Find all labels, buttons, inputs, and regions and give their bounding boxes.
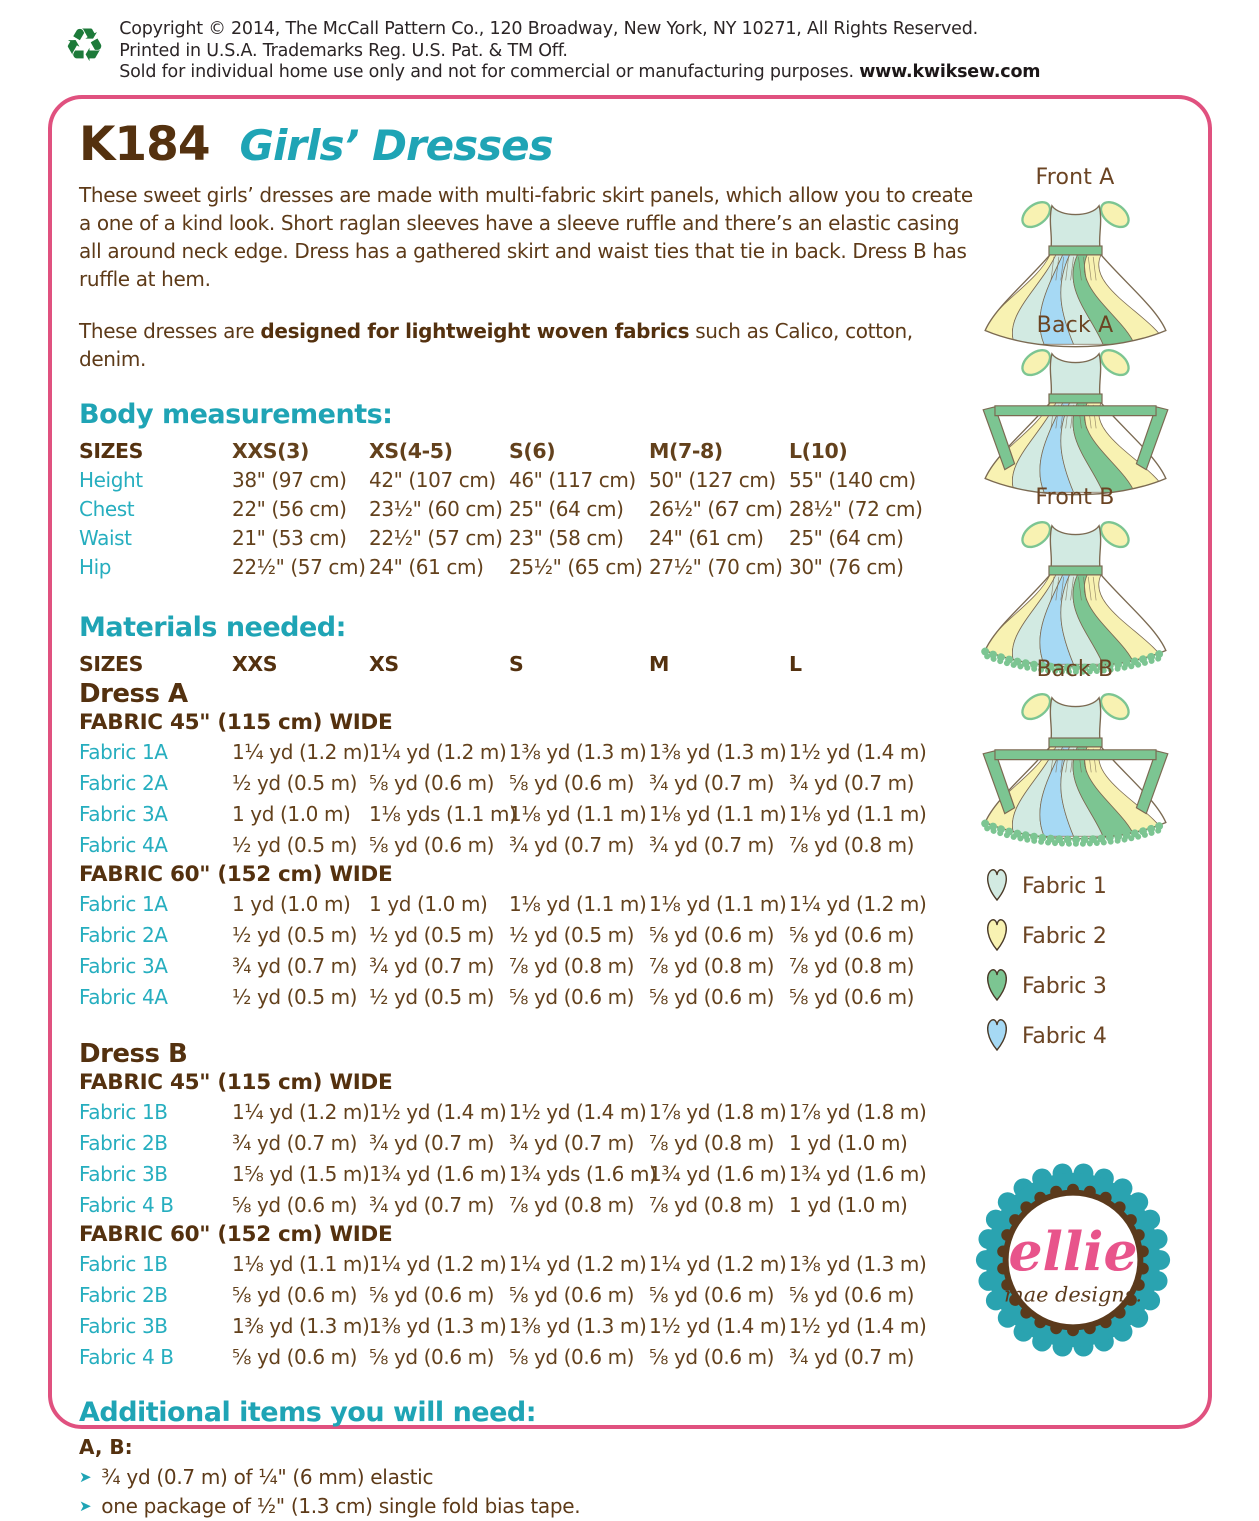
table-cell: ½ yd (0.5 m): [509, 923, 635, 947]
table-cell: ⅝ yd (0.6 m): [789, 923, 915, 947]
table-cell: 1⅞ yd (1.8 m): [649, 1100, 787, 1124]
row-label: Fabric 2B: [79, 1131, 168, 1155]
table-row: [79, 889, 984, 920]
row-label: Fabric 1B: [79, 1252, 168, 1276]
table-row: [79, 524, 984, 553]
recycle-icon: ♻: [64, 18, 106, 72]
copyright-line1: Copyright © 2014, The McCall Pattern Co., 120 Broadway, New York, NY 10271, All Rights Reserved.: [119, 19, 979, 39]
table-cell: ¾ yd (0.7 m): [369, 1131, 495, 1155]
table-cell: ¾ yd (0.7 m): [232, 954, 358, 978]
fabric-legend-label: Fabric 4: [1022, 1023, 1107, 1049]
table-cell: ⅞ yd (0.8 m): [789, 833, 915, 857]
illustration-column: [950, 99, 1200, 1425]
table-cell: 22½" (57 cm): [369, 526, 503, 550]
table-cell: 1⅛ yds (1.1 m): [369, 802, 517, 826]
table-cell: ½ yd (0.5 m): [232, 771, 358, 795]
logo-script-text: ellie: [1007, 1219, 1138, 1283]
copyright-line3-text: Sold for individual home use only and not for commercial or manufacturing purposes.: [119, 62, 860, 82]
logo-subtitle-text: mae designs.: [1003, 1282, 1142, 1307]
table-cell: ⅝ yd (0.6 m): [509, 985, 635, 1009]
table-cell: ½ yd (0.5 m): [369, 923, 495, 947]
table-cell: ⅝ yd (0.6 m): [369, 771, 495, 795]
row-label: Height: [79, 468, 143, 492]
body-measurements-table: [79, 437, 984, 582]
table-cell: 1¼ yd (1.2 m): [649, 1252, 787, 1276]
table-cell: ⅝ yd (0.6 m): [509, 1345, 635, 1369]
additional-items-list: [79, 1463, 984, 1521]
title-row: [79, 117, 984, 173]
table-row: [79, 1128, 984, 1159]
table-cell: ⅝ yd (0.6 m): [789, 1283, 915, 1307]
row-label: Fabric 3B: [79, 1314, 168, 1338]
table-row: [79, 982, 984, 1013]
table-cell: 1 yd (1.0 m): [369, 892, 488, 916]
table-row: [79, 1311, 984, 1342]
table-row: [79, 1159, 984, 1190]
dress-illustration-wrap: [950, 684, 1200, 853]
column-header: L(10): [789, 439, 848, 463]
table-cell: ⅝ yd (0.6 m): [232, 1345, 358, 1369]
table-cell: 1⅜ yd (1.3 m): [509, 740, 647, 764]
heart-icon: [984, 966, 1010, 1002]
table-cell: ⅝ yd (0.6 m): [369, 1283, 495, 1307]
row-label: Fabric 3B: [79, 1162, 168, 1186]
table-cell: 27½" (70 cm): [649, 555, 783, 579]
bullet-arrow-icon: ➤: [79, 1497, 92, 1515]
table-cell: 1½ yd (1.4 m): [509, 1100, 647, 1124]
fabric-width-heading: FABRIC 45" (115 cm) WIDE: [79, 710, 393, 735]
row-label: Fabric 2A: [79, 923, 168, 947]
column-header: XS: [369, 652, 399, 676]
table-row: [79, 1249, 984, 1280]
table-cell: 25½" (65 cm): [509, 555, 643, 579]
row-label: Chest: [79, 497, 135, 521]
row-label: Fabric 4 B: [79, 1193, 174, 1217]
row-label: Fabric 4A: [79, 833, 168, 857]
table-row: [79, 768, 984, 799]
table-cell: 1¼ yd (1.2 m): [369, 740, 507, 764]
fabric-heart-icon: [984, 966, 1010, 1006]
row-label: Fabric 4A: [79, 985, 168, 1009]
table-cell: ⅞ yd (0.8 m): [509, 1193, 635, 1217]
fabric-legend-row: [984, 911, 1184, 961]
table-cell: 30" (76 cm): [789, 555, 904, 579]
list-item-text: one package of ½" (1.3 cm) single fold bias tape.: [101, 1494, 581, 1518]
table-cell: 24" (61 cm): [369, 555, 484, 579]
table-cell: 38" (97 cm): [232, 468, 347, 492]
table-cell: 1¼ yd (1.2 m): [232, 1100, 370, 1124]
table-cell: 1¾ yd (1.6 m): [789, 1162, 927, 1186]
table-cell: 1⅛ yd (1.1 m): [789, 802, 927, 826]
table-cell: ¾ yd (0.7 m): [649, 833, 775, 857]
view-label: Back B: [1036, 657, 1114, 682]
fabric-legend-row: [984, 961, 1184, 1011]
table-cell: 1½ yd (1.4 m): [789, 740, 927, 764]
column-header: XS(4-5): [369, 439, 453, 463]
table-cell: 1½ yd (1.4 m): [369, 1100, 507, 1124]
column-header: XXS: [232, 652, 278, 676]
copyright-header: [64, 16, 1040, 84]
bullet-arrow-icon: ➤: [79, 1468, 92, 1486]
row-label: Fabric 2B: [79, 1283, 168, 1307]
table-row: [79, 830, 984, 861]
table-cell: 1¼ yd (1.2 m): [509, 1252, 647, 1276]
column-header: M: [649, 652, 669, 676]
dress-illustration: [963, 512, 1188, 677]
dress-section-title: Dress B: [79, 1039, 188, 1069]
heart-icon: [984, 866, 1010, 902]
table-cell: 1⅜ yd (1.3 m): [789, 1252, 927, 1276]
fabric-heart-icon: [984, 866, 1010, 906]
dress-view-back-b: [950, 657, 1200, 853]
table-row: [79, 466, 984, 495]
fabric-legend: [984, 861, 1184, 1061]
table-cell: 23" (58 cm): [509, 526, 624, 550]
dress-illustration: [963, 684, 1188, 849]
fabric-legend-label: Fabric 2: [1022, 923, 1107, 949]
table-cell: ⅞ yd (0.8 m): [649, 1131, 775, 1155]
table-cell: ⅝ yd (0.6 m): [232, 1283, 358, 1307]
table-cell: ½ yd (0.5 m): [232, 833, 358, 857]
table-cell: 42" (107 cm): [369, 468, 496, 492]
table-cell: ¾ yd (0.7 m): [649, 771, 775, 795]
table-cell: 1⅞ yd (1.8 m): [789, 1100, 927, 1124]
table-row: [79, 1342, 984, 1373]
fabric-suggestion-paragraph: [79, 317, 979, 373]
copyright-line2: Printed in U.S.A. Trademarks Reg. U.S. Pat. & TM Off.: [119, 40, 568, 61]
table-cell: ¾ yd (0.7 m): [509, 833, 635, 857]
table-cell: 23½" (60 cm): [369, 497, 503, 521]
table-cell: 1 yd (1.0 m): [789, 1193, 908, 1217]
table-cell: ½ yd (0.5 m): [232, 985, 358, 1009]
table-row: [79, 1280, 984, 1311]
table-cell: ¾ yd (0.7 m): [369, 1193, 495, 1217]
table-row: [79, 920, 984, 951]
fabric-suggestion-suffix: such as Calico, cotton, denim.: [79, 319, 913, 371]
column-header: SIZES: [79, 439, 144, 463]
table-cell: 1 yd (1.0 m): [789, 1131, 908, 1155]
table-cell: 1⅛ yd (1.1 m): [509, 892, 647, 916]
logo-badge: [964, 1151, 1182, 1369]
column-header: S(6): [509, 439, 556, 463]
table-cell: 22½" (57 cm): [232, 555, 366, 579]
ellie-mae-designs-logo: [960, 1151, 1185, 1373]
table-cell: 1¼ yd (1.2 m): [232, 740, 370, 764]
row-label: Fabric 1B: [79, 1100, 168, 1124]
table-cell: 1⅜ yd (1.3 m): [509, 1314, 647, 1338]
row-label: Fabric 1A: [79, 892, 168, 916]
additional-items-heading: Additional items you will need:: [79, 1397, 537, 1428]
column-header: XXS(3): [232, 439, 309, 463]
column-header: S: [509, 652, 524, 676]
table-cell: 50" (127 cm): [649, 468, 776, 492]
table-cell: 1⅛ yd (1.1 m): [232, 1252, 370, 1276]
table-row: [79, 1097, 984, 1128]
table-cell: ⅝ yd (0.6 m): [509, 771, 635, 795]
table-cell: 1 yd (1.0 m): [232, 892, 351, 916]
row-label: Fabric 3A: [79, 954, 168, 978]
row-label: Fabric 3A: [79, 802, 168, 826]
table-cell: 1¼ yd (1.2 m): [369, 1252, 507, 1276]
table-cell: ⅝ yd (0.6 m): [509, 1283, 635, 1307]
table-cell: 21" (53 cm): [232, 526, 347, 550]
table-cell: ⅝ yd (0.6 m): [649, 1345, 775, 1369]
column-header: M(7-8): [649, 439, 723, 463]
table-cell: 1⅜ yd (1.3 m): [649, 740, 787, 764]
table-cell: ½ yd (0.5 m): [369, 985, 495, 1009]
table-row: [79, 553, 984, 582]
list-item: [79, 1492, 984, 1521]
list-item-text: ¾ yd (0.7 m) of ¼" (6 mm) elastic: [101, 1465, 434, 1489]
fabric-width-heading: FABRIC 60" (152 cm) WIDE: [79, 1222, 393, 1247]
table-cell: ⅞ yd (0.8 m): [649, 954, 775, 978]
table-cell: ⅝ yd (0.6 m): [789, 985, 915, 1009]
table-cell: 55" (140 cm): [789, 468, 916, 492]
table-cell: 46" (117 cm): [509, 468, 636, 492]
dress-illustration-wrap: [950, 340, 1200, 509]
view-label: Front B: [1035, 485, 1115, 510]
body-measurements-heading: Body measurements:: [79, 399, 393, 430]
heart-icon: [984, 916, 1010, 952]
table-cell: 28½" (72 cm): [789, 497, 923, 521]
table-cell: 1¾ yd (1.6 m): [369, 1162, 507, 1186]
table-cell: 1½ yd (1.4 m): [649, 1314, 787, 1338]
row-label: Fabric 2A: [79, 771, 168, 795]
dress-view-front-b: [950, 485, 1200, 681]
table-cell: ⅝ yd (0.6 m): [649, 923, 775, 947]
table-cell: 1⅛ yd (1.1 m): [509, 802, 647, 826]
table-cell: ⅝ yd (0.6 m): [369, 833, 495, 857]
list-item: [79, 1463, 984, 1492]
fabric-heart-icon: [984, 1016, 1010, 1056]
table-cell: 1⅜ yd (1.3 m): [369, 1314, 507, 1338]
row-label: Fabric 4 B: [79, 1345, 174, 1369]
view-label: Back A: [1036, 313, 1114, 338]
dress-section-title: Dress A: [79, 679, 188, 709]
page-title: Girls’ Dresses: [239, 121, 553, 170]
table-cell: ½ yd (0.5 m): [232, 923, 358, 947]
view-label: Front A: [1035, 165, 1115, 190]
dress-illustration-wrap: [950, 512, 1200, 681]
fabric-legend-row: [984, 861, 1184, 911]
table-cell: 25" (64 cm): [789, 526, 904, 550]
table-cell: 1⅛ yd (1.1 m): [649, 892, 787, 916]
row-label: Fabric 1A: [79, 740, 168, 764]
heart-icon: [984, 1016, 1010, 1052]
table-cell: ⅝ yd (0.6 m): [649, 985, 775, 1009]
fabric-heart-icon: [984, 916, 1010, 956]
fabric-suggestion-prefix: These dresses are: [79, 319, 261, 343]
dress-illustration: [963, 340, 1188, 505]
table-row: [79, 1190, 984, 1221]
column-header: SIZES: [79, 652, 144, 676]
main-content-column: [79, 109, 984, 1521]
table-row: [79, 799, 984, 830]
fabric-legend-row: [984, 1011, 1184, 1061]
table-cell: 1¾ yds (1.6 m): [509, 1162, 657, 1186]
table-cell: 1¼ yd (1.2 m): [789, 892, 927, 916]
fabric-legend-label: Fabric 3: [1022, 973, 1107, 999]
table-cell: ⅞ yd (0.8 m): [509, 954, 635, 978]
pattern-number: K184: [79, 117, 210, 172]
fabric-width-heading: FABRIC 60" (152 cm) WIDE: [79, 862, 393, 887]
materials-tables: [79, 679, 984, 1373]
additional-items-subheading: A, B:: [79, 1435, 133, 1459]
table-row: [79, 951, 984, 982]
fabric-width-heading: FABRIC 45" (115 cm) WIDE: [79, 1070, 393, 1095]
table-cell: 22" (56 cm): [232, 497, 347, 521]
materials-heading: Materials needed:: [79, 612, 346, 643]
column-header: L: [789, 652, 802, 676]
table-row: [79, 495, 984, 524]
copyright-line3: [119, 62, 1040, 84]
materials-size-header-row: [79, 650, 984, 679]
table-cell: 1 yd (1.0 m): [232, 802, 351, 826]
row-label: Hip: [79, 555, 112, 579]
table-cell: ⅝ yd (0.6 m): [232, 1193, 358, 1217]
website-url: www.kwiksew.com: [859, 62, 1041, 82]
table-cell: 26½" (67 cm): [649, 497, 783, 521]
table-cell: ¾ yd (0.7 m): [232, 1131, 358, 1155]
row-label: Waist: [79, 526, 132, 550]
table-cell: 24" (61 cm): [649, 526, 764, 550]
table-header-row: [79, 437, 984, 466]
table-cell: ¾ yd (0.7 m): [369, 954, 495, 978]
table-cell: ⅞ yd (0.8 m): [789, 954, 915, 978]
pattern-sheet: [48, 95, 1212, 1518]
table-row: [79, 737, 984, 768]
table-cell: 1⅝ yd (1.5 m): [232, 1162, 370, 1186]
table-cell: ⅝ yd (0.6 m): [649, 1283, 775, 1307]
table-cell: 1⅛ yd (1.1 m): [649, 802, 787, 826]
table-cell: 1½ yd (1.4 m): [789, 1314, 927, 1338]
table-cell: ⅞ yd (0.8 m): [649, 1193, 775, 1217]
fabric-suggestion-bold: designed for lightweight woven fabrics: [260, 319, 690, 343]
table-cell: 1¾ yd (1.6 m): [649, 1162, 787, 1186]
table-cell: ¾ yd (0.7 m): [509, 1131, 635, 1155]
fabric-legend-label: Fabric 1: [1022, 873, 1107, 899]
dress-view-back-a: [950, 313, 1200, 509]
table-cell: ¾ yd (0.7 m): [789, 771, 915, 795]
table-cell: 25" (64 cm): [509, 497, 624, 521]
description-paragraph: These sweet girls’ dresses are made with multi-fabric skirt panels, which allow you to create a one of a kind look. Short raglan sleeves have a sleeve ruffle and there’s an elastic casing all around neck edge. Dress has a gathered skirt and waist ties that tie in back. Dress B has ruffle at hem.: [79, 183, 973, 291]
table-cell: 1⅜ yd (1.3 m): [232, 1314, 370, 1338]
table-cell: ¾ yd (0.7 m): [789, 1345, 915, 1369]
table-cell: ⅝ yd (0.6 m): [369, 1345, 495, 1369]
